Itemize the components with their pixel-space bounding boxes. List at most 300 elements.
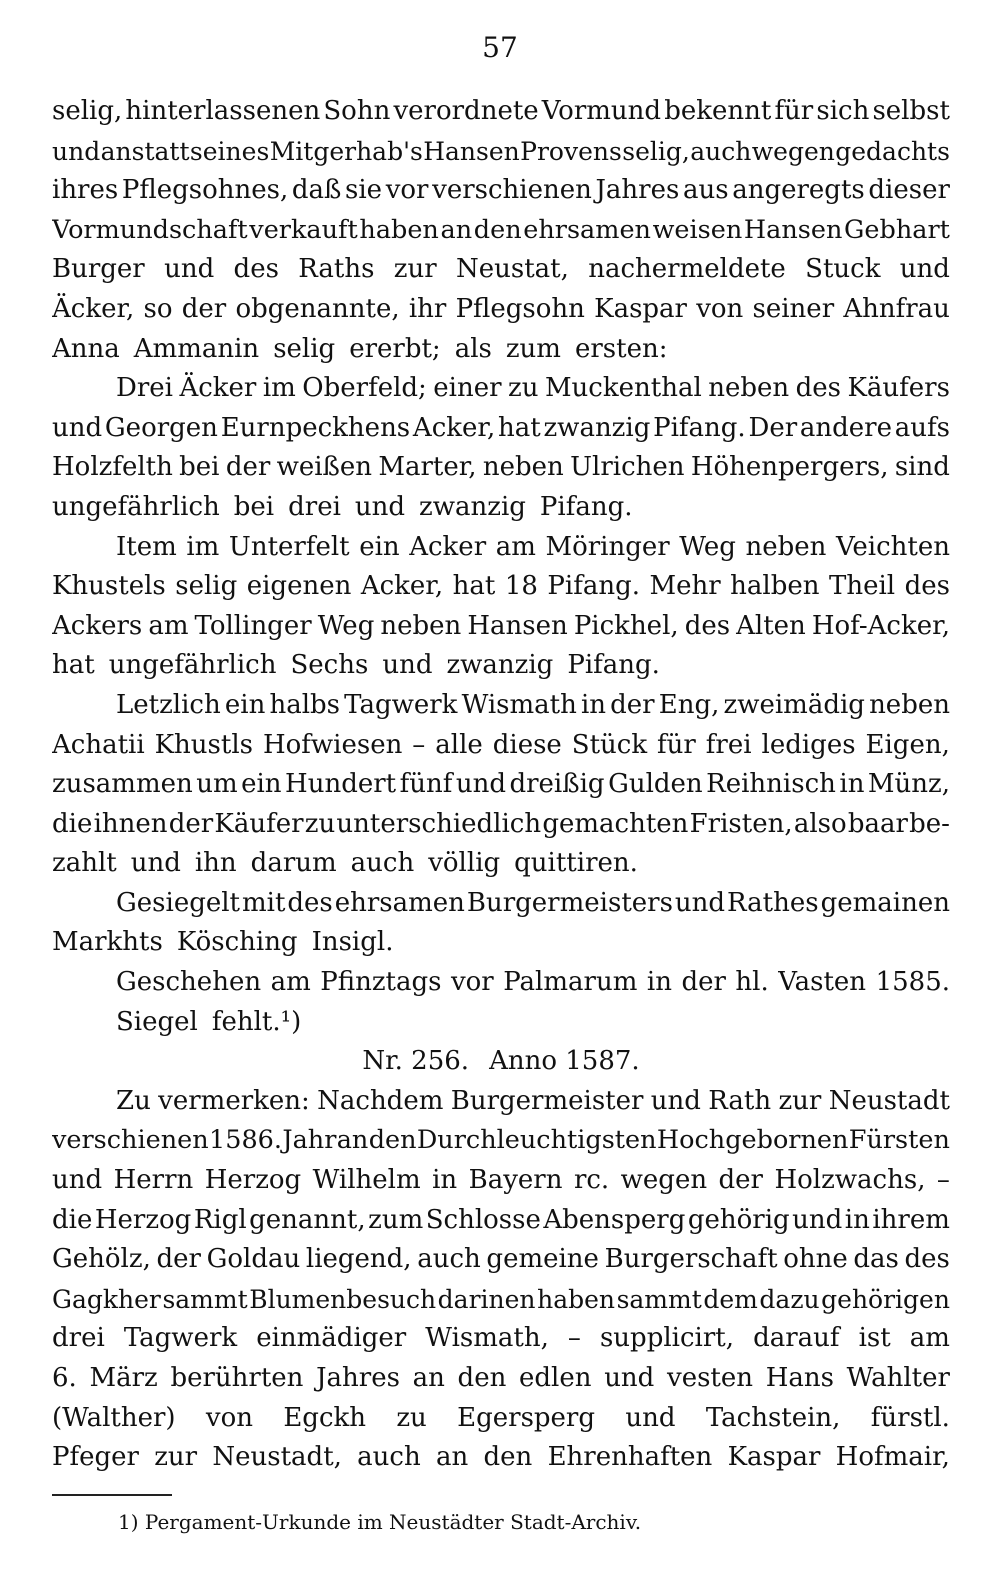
word: diese	[492, 729, 562, 760]
word: und	[382, 650, 433, 681]
word: zu	[396, 1402, 427, 1433]
word: dreißig	[509, 769, 605, 800]
word: vor	[385, 175, 429, 206]
word: für	[774, 96, 814, 126]
word: Burger	[52, 254, 145, 285]
word: aufs	[894, 412, 950, 443]
word: weißen	[276, 452, 373, 483]
word: in	[432, 1165, 458, 1196]
word: ein	[241, 769, 282, 800]
word: Georgen	[104, 412, 218, 443]
word: Veichten	[835, 531, 950, 562]
word: hat	[498, 412, 541, 443]
word: und	[354, 491, 406, 522]
word: am	[909, 1323, 950, 1354]
word: Pfeger	[52, 1442, 139, 1473]
word: verkauft	[249, 214, 358, 245]
word: Siegel	[116, 1006, 198, 1037]
word: den	[483, 1442, 533, 1473]
text-line	[52, 1359, 950, 1399]
word: in	[580, 689, 607, 720]
word: seines	[189, 136, 270, 166]
word: neben	[869, 689, 950, 720]
word: Hof-Acker,	[811, 610, 950, 641]
word: Käufer	[214, 808, 304, 839]
word: verschienen	[52, 1125, 209, 1156]
word: –	[567, 1323, 581, 1354]
text-line	[52, 369, 950, 409]
text-line	[52, 844, 950, 884]
word: Fürsten	[848, 1125, 950, 1156]
text-line	[52, 528, 950, 568]
word: drei	[52, 1323, 105, 1354]
text-line	[52, 765, 950, 805]
word: Egersperg	[457, 1402, 596, 1433]
word: hl.	[735, 967, 769, 998]
word: Unterfelt	[228, 531, 350, 562]
word: Pifang.	[567, 650, 660, 681]
word: fehlt.¹)	[211, 1006, 302, 1037]
word: Palmarum	[503, 967, 638, 998]
word: Pifang.	[653, 412, 746, 443]
word: berührten	[170, 1363, 304, 1393]
word: Neustadt,	[212, 1442, 342, 1473]
word: der	[181, 293, 227, 324]
word: Sohn	[323, 96, 391, 126]
word: ihnen	[93, 808, 168, 839]
text-line	[52, 686, 950, 726]
word: also	[793, 808, 847, 839]
word: auch	[417, 1244, 481, 1275]
word: Hans	[765, 1363, 834, 1393]
word: Tollinger	[194, 610, 312, 641]
word: Stück	[571, 729, 648, 760]
text-line	[52, 171, 950, 211]
word: dazu	[759, 1284, 820, 1314]
word: Hofmair,	[835, 1442, 950, 1473]
word: am	[148, 610, 189, 641]
word: und	[455, 769, 506, 800]
word: baar	[847, 808, 908, 839]
word: Vasten	[778, 967, 867, 998]
word: zwanzig	[543, 412, 651, 443]
word: Bayern	[468, 1165, 563, 1196]
word: am	[270, 967, 311, 998]
word: die	[52, 808, 93, 839]
text-line	[52, 1201, 950, 1241]
word: vesten	[667, 1363, 754, 1393]
word: Eigen,	[865, 729, 950, 760]
word: des	[684, 610, 731, 641]
footnote: 1) Pergament-Urkunde im Neustädter Stadt-Archiv.	[118, 1510, 642, 1534]
word: Weg	[317, 610, 375, 641]
text-line	[52, 488, 950, 528]
word: ihrem	[872, 1204, 950, 1235]
word: Fristen,	[689, 808, 793, 839]
word: um	[196, 769, 238, 800]
word: weisen	[652, 214, 743, 245]
text-line	[52, 92, 950, 132]
word: gehörig	[687, 1204, 790, 1235]
word: Pickhel,	[573, 610, 679, 641]
text-line	[52, 607, 950, 647]
word: ein	[359, 531, 400, 562]
word: sind	[894, 452, 950, 483]
word: der	[610, 689, 655, 720]
word: den	[368, 1125, 417, 1156]
word: des	[795, 373, 841, 404]
text-line	[52, 963, 950, 1003]
text-line	[52, 1319, 950, 1359]
word: drei	[288, 491, 341, 522]
word: den	[473, 214, 522, 245]
word: an	[440, 214, 473, 245]
word: Schlosse	[425, 1204, 541, 1235]
word: nachermeldete	[588, 254, 786, 285]
word: an	[412, 1363, 445, 1393]
word: Herrn	[113, 1165, 194, 1196]
text-line	[52, 1121, 950, 1161]
word: Pifang.	[539, 491, 633, 522]
word: Ulrichen	[570, 452, 685, 483]
word: halben	[730, 571, 820, 602]
word: mit	[241, 887, 286, 918]
word: an	[336, 1125, 369, 1156]
word: Münz,	[867, 769, 950, 800]
word: Ahnfrau	[843, 293, 950, 324]
text-line	[52, 409, 950, 449]
word: zusammen	[52, 769, 193, 800]
word: der	[718, 1165, 763, 1196]
word: edlen	[519, 1363, 592, 1393]
word: Burgermeisters	[466, 887, 673, 918]
word: eigenen	[246, 571, 352, 602]
text-line	[52, 1240, 950, 1280]
word: fünf	[399, 769, 453, 800]
word: 18	[504, 571, 538, 602]
footnote-rule	[52, 1494, 172, 1496]
word: Markhts	[52, 927, 163, 958]
word: Gagkher	[52, 1284, 161, 1314]
word: Pflegsohn	[455, 293, 585, 324]
word: Acker	[409, 531, 487, 562]
word: ist	[858, 1323, 891, 1354]
word: Kaspar	[594, 293, 687, 324]
word: alle	[435, 729, 483, 760]
word: auch	[350, 848, 415, 879]
word: Gebhart	[844, 214, 950, 245]
word: neben	[708, 373, 790, 404]
word: Mitgerhab's	[269, 136, 423, 166]
word: einmädiger	[256, 1323, 407, 1354]
word: so	[143, 293, 173, 324]
word: seiner	[752, 293, 835, 324]
word: Stuck	[805, 254, 881, 285]
word: ungefährlich	[108, 650, 277, 681]
word: von	[696, 293, 744, 324]
word: das	[853, 1244, 899, 1275]
word: zwanzig	[419, 491, 526, 522]
word: ehrsamen	[334, 887, 465, 918]
word: zweimädig	[723, 689, 865, 720]
word: Oberfeld;	[302, 373, 427, 404]
text-line	[52, 132, 950, 172]
word: und	[792, 1204, 843, 1235]
text-line	[52, 211, 950, 251]
word: Blumenbesuch	[249, 1284, 437, 1314]
word: unterschiedlich	[336, 808, 542, 839]
word: Rath	[708, 1085, 772, 1116]
word: ihn	[194, 848, 237, 879]
text-line	[52, 250, 950, 290]
word: Muckenthal	[544, 373, 702, 404]
word: Letzlich	[116, 689, 221, 720]
word: der	[156, 1244, 201, 1275]
word: hinterlassenen	[125, 96, 321, 126]
word: Abensperg	[543, 1204, 686, 1235]
word: Jahres	[595, 175, 680, 206]
word: hat	[52, 650, 95, 681]
word: Tachstein,	[705, 1402, 841, 1433]
word: am	[495, 531, 536, 562]
word: Wahlter	[846, 1363, 950, 1393]
word: 1585.	[875, 967, 950, 998]
word: an	[436, 1442, 469, 1473]
word: zum	[368, 1204, 424, 1235]
word: einer	[433, 373, 502, 404]
word: Burgermeister	[450, 1085, 644, 1116]
word: be-	[909, 808, 950, 839]
word: gedachts	[835, 136, 950, 166]
word: Vormund	[541, 96, 662, 126]
word: darauf	[753, 1323, 840, 1354]
word: sammt	[162, 1284, 248, 1314]
word: (Walther)	[52, 1402, 176, 1433]
word: ihres	[52, 175, 119, 206]
word: Anno 1587.	[489, 1046, 640, 1077]
word: bei	[233, 491, 275, 522]
word: selbst	[872, 96, 950, 126]
word: Ehrenhaften	[547, 1442, 713, 1473]
word: Provens	[520, 136, 622, 166]
word: Drei	[116, 373, 173, 404]
word: Gulden	[608, 769, 703, 800]
word: im	[262, 373, 296, 404]
word: ungefährlich	[52, 491, 220, 522]
word: Hansen	[467, 610, 568, 641]
word: Pifang.	[547, 571, 640, 602]
word: Gehölz,	[52, 1244, 151, 1275]
word: haben	[537, 1284, 615, 1314]
word: Höhenpergers,	[690, 452, 889, 483]
word: Acker,	[412, 412, 496, 443]
text-line	[52, 290, 950, 330]
word: quittiren.	[514, 848, 638, 879]
word: sie	[345, 175, 383, 206]
word: und	[625, 1402, 676, 1433]
word: des	[904, 571, 950, 602]
word: Herzog	[204, 1165, 302, 1196]
word: Durchleuchtigsten	[416, 1125, 657, 1156]
word: zu	[304, 808, 336, 839]
word: und	[164, 254, 215, 285]
word: bekennt	[664, 96, 772, 126]
word: und	[899, 254, 950, 285]
word: liegend,	[305, 1244, 412, 1275]
word: Nachdem	[317, 1085, 444, 1116]
word: und	[604, 1363, 655, 1393]
word: Äcker	[179, 373, 257, 404]
word: Gesiegelt	[116, 887, 240, 918]
word: Ackers	[52, 610, 143, 641]
word: verschienen	[432, 175, 592, 206]
word: Raths	[298, 254, 375, 285]
word: selig,	[52, 96, 123, 126]
word: Anna	[52, 333, 120, 364]
word: Äcker,	[52, 293, 135, 324]
word: als	[454, 333, 492, 364]
word: in	[839, 769, 865, 800]
word: andere	[799, 412, 892, 443]
word: Item	[116, 531, 177, 562]
word: Holzfelth	[52, 452, 173, 483]
word: rc.	[573, 1165, 610, 1196]
word: Neustat,	[456, 254, 569, 285]
text-line	[52, 726, 950, 766]
word: 6.	[52, 1363, 77, 1393]
word: zur	[154, 1442, 198, 1473]
word: Egckh	[283, 1402, 367, 1433]
word: zu	[508, 373, 539, 404]
word: darinen	[437, 1284, 536, 1314]
word: Kösching	[176, 927, 298, 958]
word: Neustadt	[828, 1085, 950, 1116]
word: der	[225, 452, 271, 483]
word: und	[650, 1085, 701, 1116]
word: Rigl	[193, 1204, 247, 1235]
word: ein	[224, 689, 266, 720]
word: Herzog	[94, 1204, 192, 1235]
section-heading	[52, 1042, 950, 1082]
word: Möringer	[545, 531, 670, 562]
word: vor	[450, 967, 494, 998]
word: ihr	[408, 293, 447, 324]
word: anstatt	[100, 136, 190, 166]
word: und	[674, 887, 726, 918]
text-line	[52, 805, 950, 845]
text-line	[52, 1399, 950, 1439]
word: Sechs	[290, 650, 369, 681]
word: für	[657, 729, 696, 760]
word: aus	[682, 175, 729, 206]
word: frei	[705, 729, 752, 760]
body-text	[52, 92, 950, 1478]
word: den	[457, 1363, 507, 1393]
word: zahlt	[52, 848, 117, 879]
word: auch	[357, 1442, 421, 1473]
word: Pfinztags	[320, 967, 442, 998]
word: Rathes	[727, 887, 819, 918]
word: wegen	[620, 1165, 708, 1196]
word: und	[130, 848, 181, 879]
word: sammt	[616, 1284, 702, 1314]
word: –	[412, 729, 426, 760]
word: vermerken:	[158, 1085, 310, 1116]
word: in	[844, 1204, 870, 1235]
word: halbs	[269, 689, 341, 720]
word: daß	[291, 175, 342, 206]
word: neben	[380, 610, 462, 641]
word: ererbt;	[349, 333, 441, 364]
word: Insigl.	[311, 927, 394, 958]
word: und	[52, 136, 101, 166]
word: Hofwiesen	[262, 729, 403, 760]
word: Holzwachs,	[774, 1165, 926, 1196]
word: Wismath	[461, 689, 577, 720]
word: Ammanin	[133, 333, 260, 364]
word: dieser	[868, 175, 950, 206]
word: gehörigen	[821, 1284, 950, 1314]
word: Nr. 256.	[362, 1046, 470, 1077]
word: von	[205, 1402, 253, 1433]
word: Vormundschaft	[52, 214, 248, 245]
word: Tagwerk	[123, 1323, 238, 1354]
word: Acker,	[360, 571, 444, 602]
text-line	[52, 1280, 950, 1320]
word: ohne	[783, 1244, 848, 1275]
word: selig,	[622, 136, 690, 166]
word: Hansen	[423, 136, 520, 166]
word: ehrsamen	[523, 214, 651, 245]
word: Alten	[736, 610, 806, 641]
word: Khustels	[52, 571, 166, 602]
word: Eng,	[658, 689, 720, 720]
word: zwanzig	[446, 650, 554, 681]
word: im	[186, 531, 220, 562]
word: gemachten	[542, 808, 689, 839]
word: Reihnisch	[706, 769, 836, 800]
word: selig	[175, 571, 238, 602]
word: selig	[273, 333, 336, 364]
word: Hansen	[743, 214, 843, 245]
word: neben	[745, 531, 827, 562]
word: Tagwerk	[344, 689, 458, 720]
word: angeregts	[732, 175, 865, 206]
word: verordnete	[393, 96, 539, 126]
word: genannt,	[249, 1204, 366, 1235]
word: Marter,	[378, 452, 477, 483]
word: Goldau	[206, 1244, 301, 1275]
word: ersten:	[574, 333, 668, 364]
word: wegen	[751, 136, 835, 166]
text-line	[52, 1082, 950, 1122]
text-line	[52, 923, 950, 963]
text-line	[52, 330, 950, 370]
word: und	[52, 412, 103, 443]
word: völlig	[428, 848, 501, 879]
word: Wismath,	[425, 1323, 549, 1354]
word: obgenannte,	[235, 293, 400, 324]
word: gemeine	[486, 1244, 599, 1275]
word: Weg	[679, 531, 736, 562]
word: Burgerschaft	[604, 1244, 778, 1275]
word: Pflegsohnes,	[121, 175, 289, 206]
word: die	[52, 1204, 93, 1235]
page-number: 57	[482, 31, 518, 64]
word: des	[233, 254, 279, 285]
word: Eurnpeckhens	[220, 412, 411, 443]
word: fürstl.	[870, 1402, 950, 1433]
